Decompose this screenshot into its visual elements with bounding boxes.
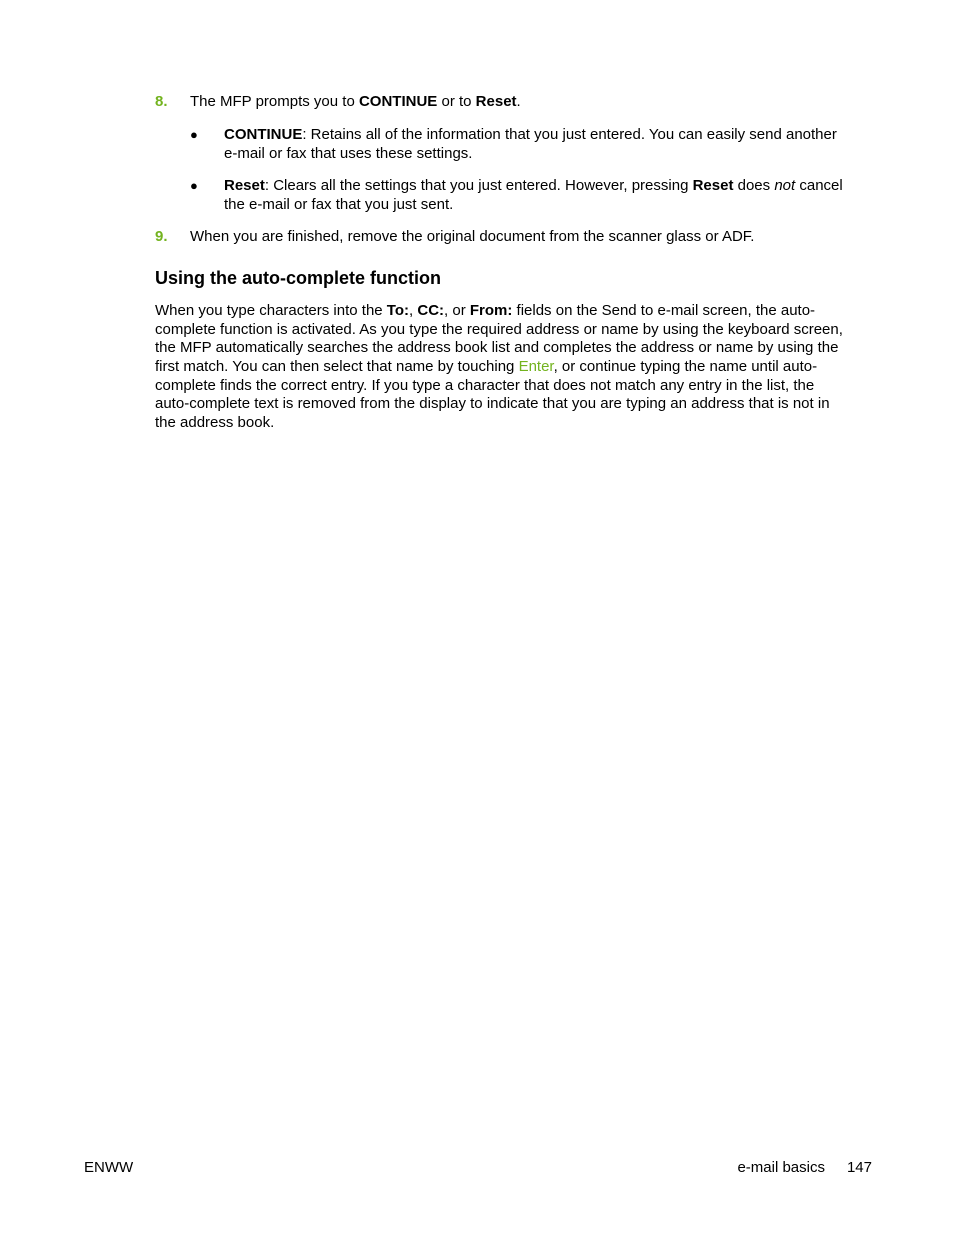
bullet-text — [224, 177, 864, 214]
bullet-term: Reset — [224, 177, 265, 194]
step-text-part: . — [516, 93, 521, 110]
paragraph-line: the MFP automatically searches the address book list and completes the address or name by using the — [155, 339, 839, 357]
paragraph-line — [155, 358, 865, 377]
bullet-line: e-mail or fax that uses these settings. — [224, 144, 473, 162]
bullet-marker: ● — [190, 127, 198, 142]
bullet-text — [224, 126, 864, 163]
bullet-text-part: : Retains all of the information that you just entered. You can easily send another — [302, 126, 837, 143]
section-heading: Using the auto-complete function — [155, 268, 441, 288]
paragraph-line — [155, 302, 865, 321]
bullet-line: the e-mail or fax that you just sent. — [224, 195, 454, 213]
paragraph-text-part: , or continue typing the name until auto- — [553, 358, 818, 376]
step-text: When you are finished, remove the original document from the scanner glass or ADF. — [190, 228, 755, 245]
paragraph-line: the address book. — [155, 414, 275, 432]
paragraph-text-part: fields on the Send to e-mail screen, the auto- — [512, 302, 816, 319]
step-text-part: or to — [437, 93, 476, 110]
section-paragraph — [155, 302, 865, 433]
from-field-label: From: — [469, 302, 513, 319]
reset-term: Reset — [692, 177, 734, 194]
footer-publisher-code: ENWW — [84, 1159, 134, 1176]
paragraph-line: complete function is activated. As you type the required address or name by using the keyboard screen, — [155, 320, 843, 338]
continue-term: CONTINUE — [358, 93, 438, 110]
to-field-label: To: — [386, 302, 410, 319]
bullet-line — [224, 126, 864, 145]
bullet-line — [224, 177, 864, 196]
bullet-text-part: : Clears all the settings that you just entered. However, pressing — [264, 177, 693, 194]
page-number: 147 — [846, 1159, 872, 1176]
footer-page-info — [737, 1159, 872, 1178]
footer-section-name: e-mail basics — [737, 1159, 825, 1176]
bullet-marker: ● — [190, 178, 198, 193]
cc-field-label: CC: — [417, 302, 445, 319]
paragraph-text-part: , — [409, 302, 418, 319]
bullet-term: CONTINUE — [224, 126, 303, 143]
step-number: 9. — [155, 228, 168, 245]
emphasis-not: not — [774, 177, 796, 194]
step-text — [190, 93, 860, 112]
paragraph-text-part: When you type characters into the — [155, 302, 387, 319]
step-number: 8. — [155, 93, 168, 110]
bullet-text-part: does — [733, 177, 775, 194]
step-text-part: The MFP prompts you to — [190, 93, 359, 110]
enter-link[interactable]: Enter — [518, 358, 554, 376]
paragraph-text-part: first match. You can then select that name by touching — [155, 358, 519, 376]
bullet-text-part: cancel — [795, 177, 843, 194]
paragraph-line: auto-complete text is removed from the display to indicate that you are typing an address that is not in — [155, 395, 830, 413]
paragraph-line: complete finds the correct entry. If you type a character that does not match any entry in the list, the — [155, 376, 815, 394]
paragraph-text-part: , or — [444, 302, 470, 319]
reset-term: Reset — [475, 93, 517, 110]
